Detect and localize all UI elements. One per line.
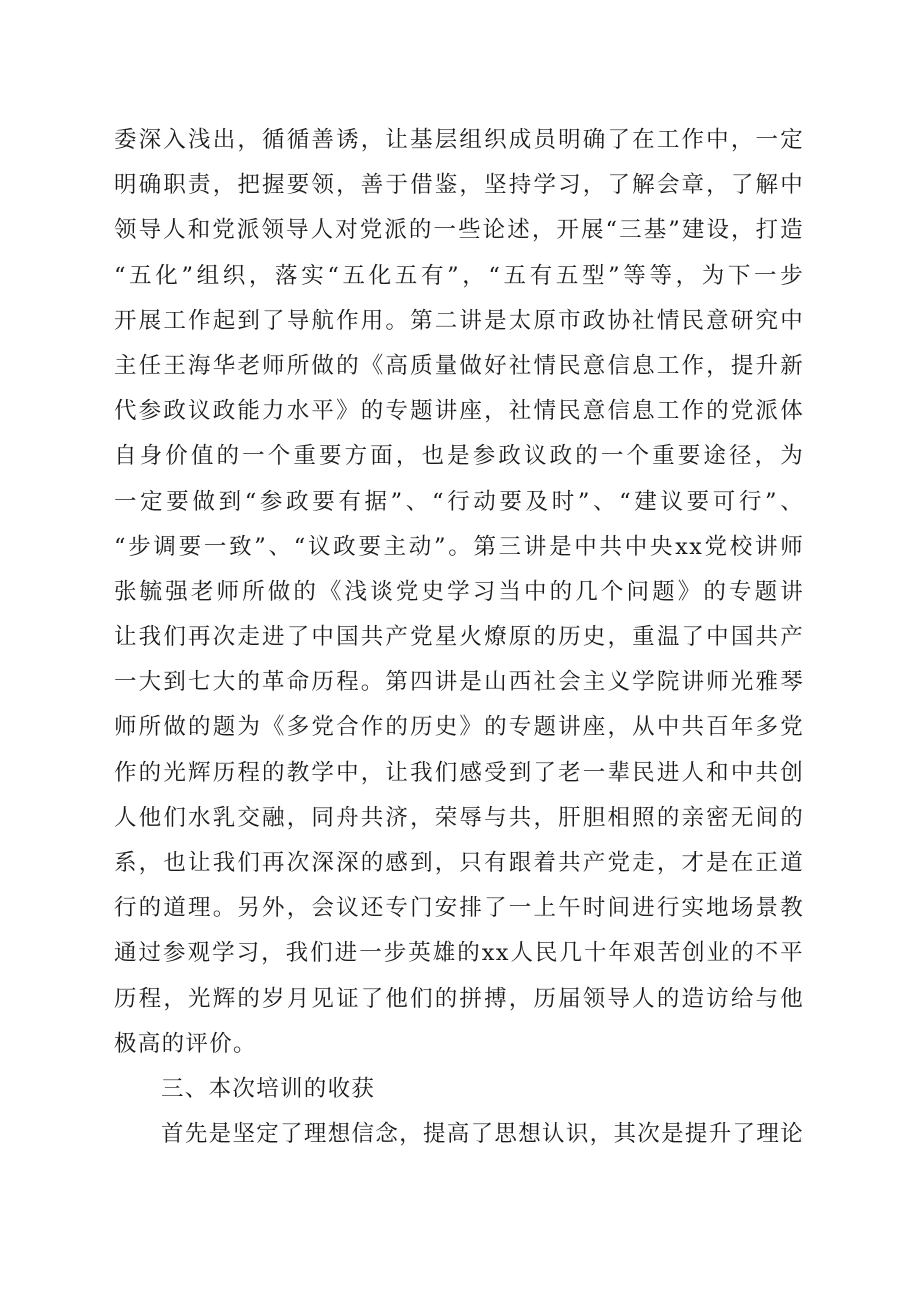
- paragraph-line: “步调要一致”、“议政要主动”。第三讲是中共中央xx党校讲师: [114, 533, 804, 560]
- paragraph-line: 通过参观学习，我们进一步英雄的xx人民几十年艰苦创业的不平: [114, 940, 804, 967]
- paragraph-line: 历程，光辉的岁月见证了他们的拼搏，历届领导人的造访给与他: [114, 985, 804, 1012]
- paragraph-line: 首先是坚定了理想信念，提高了思想认识，其次是提升了理论: [161, 1121, 804, 1148]
- paragraph-line: 极高的评价。: [114, 1030, 257, 1057]
- paragraph-line: 主任王海华老师所做的《高质量做好社情民意信息工作，提升新: [114, 352, 804, 379]
- paragraph-line: 明确职责，把握要领，善于借鉴，坚持学习，了解会章，了解中: [114, 172, 804, 199]
- paragraph-line: 开展工作起到了导航作用。第二讲是太原市政协社情民意研究中: [114, 307, 804, 334]
- paragraph-line: 作的光辉历程的教学中，让我们感受到了老一辈民进人和中共创: [114, 759, 804, 786]
- section-heading: 三、本次培训的收获: [161, 1075, 376, 1102]
- paragraph-line: “五化”组织，落实“五化五有”，“五有五型”等等，为下一步: [114, 262, 804, 289]
- paragraph-line: 自身价值的一个重要方面，也是参政议政的一个重要途径，为: [114, 443, 804, 470]
- paragraph-line: 行的道理。另外，会议还专门安排了一上午时间进行实地场景教: [114, 895, 804, 922]
- paragraph-line: 领导人和党派领导人对党派的一些论述，开展“三基”建设，打造: [114, 217, 804, 244]
- paragraph-line: 师所做的题为《多党合作的历史》的专题讲座，从中共百年多党: [114, 714, 804, 741]
- paragraph-line: 人他们水乳交融，同舟共济，荣辱与共，肝胆相照的亲密无间的: [114, 804, 804, 831]
- paragraph-line: 系，也让我们再次深深的感到，只有跟着共产党走，才是在正道: [114, 850, 804, 876]
- paragraph-line: 一大到七大的革命历程。第四讲是山西社会主义学院讲师光雅琴: [114, 669, 804, 696]
- paragraph-line: 张毓强老师所做的《浅谈党史学习当中的几个问题》的专题讲: [114, 578, 804, 605]
- paragraph-line: 让我们再次走进了中国共产党星火燎原的历史，重温了中国共产: [114, 624, 804, 651]
- document-body: [114, 118, 804, 1157]
- paragraph-line: 代参政议政能力水平》的专题讲座，社情民意信息工作的党派体: [114, 398, 804, 425]
- paragraph-line: 委深入浅出，循循善诱，让基层组织成员明确了在工作中，一定: [114, 127, 804, 153]
- paragraph-line: 一定要做到“参政要有据”、“行动要及时”、“建议要可行”、: [114, 488, 804, 515]
